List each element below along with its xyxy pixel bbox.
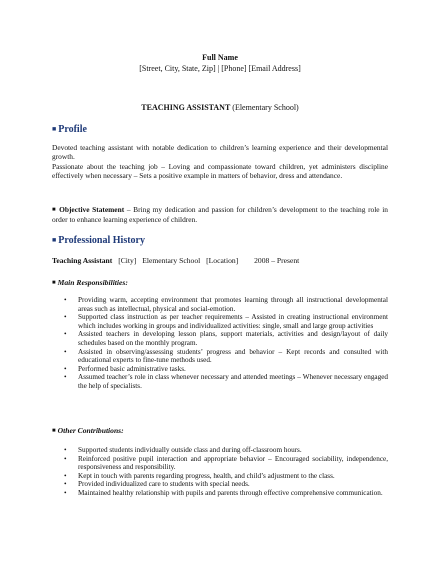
list-item: • Maintained healthy relationship with pupils and parents through effective comprehensive communication.	[64, 488, 383, 497]
list-item: • Performed basic administrative tasks.	[64, 364, 186, 373]
objective-text: – Bring my dedication and passion for children’s development to the teaching role in order to enhance learning experience of children.	[52, 205, 388, 225]
job-title-main: TEACHING ASSISTANT	[141, 103, 231, 112]
list-item: • Reinforced positive pupil interaction and appropriate behavior – Encouraged sociability, independence, responsiveness and responsibility.	[64, 454, 388, 472]
list-item: • Supported class instruction as per teacher requirements – Assisted in creating instructional environment which includes working in groups and individualized activities: single, small and large group activities	[64, 313, 388, 330]
main-responsibilities-heading	[52, 278, 128, 288]
list-item: • Providing warm, accepting environment that promotes learning through all instructional developmental areas such as intellectual, physical and social-emotion.	[64, 296, 388, 313]
list-item: • Supported students individually outside class and during off-classroom hours.	[64, 446, 302, 454]
position-line	[52, 256, 299, 266]
position-dates: 2008 – Present	[254, 256, 300, 265]
list-item: • Assisted teachers in developing lesson plans, support materials, activities and design/layout of daily schedules based on the monthly program.	[64, 330, 388, 347]
full-name: Full Name	[202, 53, 238, 62]
list-item: • Provided individualized care to students with special needs.	[64, 480, 250, 489]
objective-statement	[52, 205, 388, 224]
main-responsibilities-label: Main Responsibilities:	[57, 278, 128, 287]
other-contributions-label: Other Contributions:	[57, 426, 124, 435]
job-title-sub: (Elementary School)	[232, 103, 299, 112]
position-city: [City]	[118, 256, 137, 265]
bullet-icon: •	[64, 364, 67, 373]
other-contributions-list	[64, 446, 388, 498]
bullet-icon: •	[64, 347, 67, 356]
profile-heading	[52, 123, 87, 136]
bullet-icon: •	[64, 471, 67, 480]
section-square-icon: ■	[52, 207, 57, 213]
section-square-icon: ■	[52, 236, 57, 244]
history-heading	[52, 234, 145, 247]
bullet-icon: •	[64, 454, 67, 463]
contact-line: [Street, City, State, Zip] | [Phone] [Email Address]	[139, 64, 301, 73]
objective-label: Objective Statement	[59, 205, 125, 214]
bullet-icon: •	[64, 373, 67, 382]
section-square-icon: ■	[52, 428, 56, 434]
main-responsibilities-list	[64, 296, 388, 391]
section-square-icon: ■	[52, 280, 56, 286]
bullet-icon: •	[64, 296, 67, 304]
position-title: Teaching Assistant	[52, 256, 113, 265]
bullet-icon: •	[64, 446, 67, 454]
resume-header	[0, 52, 440, 74]
bullet-icon: •	[64, 480, 67, 489]
profile-heading-label: Profile	[58, 124, 87, 135]
position-location: [Location]	[206, 256, 239, 265]
bullet-icon: •	[64, 330, 67, 339]
position-school: Elementary School	[142, 256, 201, 265]
bullet-icon: •	[64, 313, 67, 322]
bullet-icon: •	[64, 488, 67, 497]
profile-paragraph-1: Devoted teaching assistant with notable dedication to children’s learning experience and their developmental growth.	[52, 143, 388, 162]
history-heading-label: Professional History	[58, 235, 145, 246]
list-item: • Kept in touch with parents regarding progress, health, and child’s adjustment to the class.	[64, 471, 335, 480]
profile-paragraph-2: Passionate about the teaching job – Loving and compassionate toward children, yet administers discipline effectively when necessary – Sets a positive example in matters of behavior, dress and attendance.	[52, 162, 388, 181]
section-square-icon: ■	[52, 125, 57, 133]
job-title	[0, 102, 440, 113]
list-item: • Assisted in observing/assessing students’ progress and behavior – Kept records and consulted with educational experts to fine-tune methods used.	[64, 347, 388, 365]
list-item: • Assumed teacher’s role in class whenever necessary and attended meetings – Whenever necessary engaged the help of specialists.	[64, 373, 388, 390]
other-contributions-heading	[52, 426, 124, 436]
